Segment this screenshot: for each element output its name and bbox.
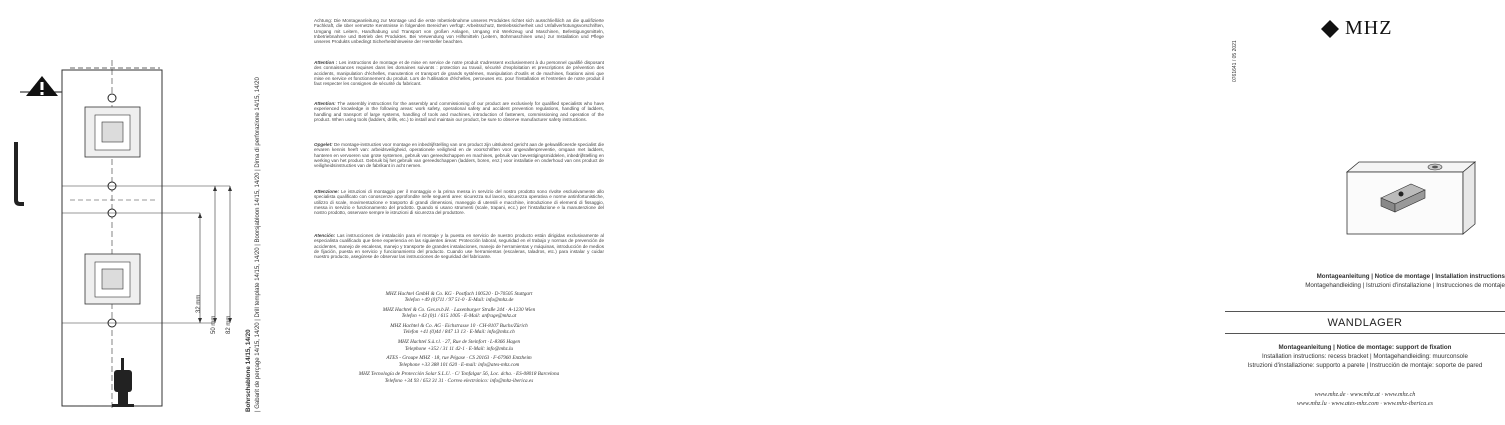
- warning-de: Achtung: Die Montageanleitung zur Montage und die erste Inbetriebnahme unseres Produktes richtet sich ausschließlich an die qualifizierte Fachkraft, die über vernetzte Kenntnisse in folgenden Bereichen verfügt: Arbeitsschutz, Betriebssicherheit und Unfallverhütungsvorschriften, Umgang mit Leitern, Handhabung und Transport von großen Anlagen, Umgang mit Werkzeug und Maschinen, Befestigungsmitteln, Inbetriebnahme und Betrieb des Produktes. Bei Verwendung von Hilfsmitteln (Leitern, Bohrmaschinen usw.) zur Installation und Pflege unseres Produkts unbedingt Sicherheitshinweise der Hersteller beachten.: [314, 18, 604, 45]
- cover-panel: [610, 0, 1505, 425]
- contact-lu: MHZ Hachtel S.à.r.l. · 27, Rue de Steinfort · L-8366 Hagen Telephone +352 / 31 11 42-1 · E-Mail: info@mhz.lu: [397, 339, 521, 352]
- wall-bracket-illustration: [1325, 150, 1485, 240]
- drill-icon: [112, 358, 134, 407]
- drill-template-panel: [0, 0, 300, 425]
- warning-it: Attenzione: Le istruzioni di montaggio per il montaggio e la prima messa in servizio del nostro prodotto sono rivolte esclusivamente allo specialista qualificato con conoscenze approfondite nelle seguenti aree: sicurezza sul lavoro, sicurezza operativa e norme antinfortunistiche, utilizzo di scale, movimentazione e trasporto di grandi dimensioni, maneggio di utensili e macchine, introduzione di elementi di fissaggio, messa in servizio e funzionamento del prodotto. Quando si usano strumenti (scale, trapani, ecc.) per l'installazione e la manutenzione del nostro prodotto, osservare sempre le istruzioni di sicurezza del produttore.: [314, 189, 604, 216]
- divider-bottom: [1225, 333, 1505, 334]
- contact-list: [314, 291, 604, 388]
- logo-text: MHZ: [1345, 17, 1393, 39]
- website-links: [1225, 390, 1505, 408]
- dimension-50mm: 50 mm: [211, 315, 217, 334]
- contact-fr: ATES - Groupe MHZ · 18, rue Pégase · CS 20163 · F-67960 Entzheim Telephone +33 388 101 620 · E-mail: info@ates-mhz.com: [386, 355, 532, 368]
- allen-key-icon: [14, 142, 24, 206]
- contact-es: MHZ Tecnología de Protección Solar S.L.U. · C/ Tonfalgar 56, Loc. dcha. · ES-08018 Barcelona Telefono +34 93 / 653 31 31 · Correo electrónico: info@mhz-iberica.es: [358, 371, 560, 384]
- warning-nl: Opgelet: De montage-instructies voor montage en inbedrijfstelling van ons product zijn uitsluitend gericht aan de gekwalificeerde specialist die ervaren kennis heeft van: arbeidsveiligheid, operationele veiligheid en de voorschriften voor ongevallenpreventie, omgaan met ladders, hanteren en vervoeren van grote systemen, gebruik van gereedschappen en machines, gebruik van bevestigingsmiddelen, inbedrijfstelling en werking van het product. Gebruik bij het gebruik van gereedschappen (ladders, boren, enz.) voor installatie en onderhoud van ons product de veiligheidsinstructies van de fabrikant in acht nemen.: [314, 142, 604, 169]
- mhz-logo: [1321, 17, 1392, 40]
- contact-at: MHZ Hachtel & Co. Ges.m.b.H. · Laxenburger Straße 244 · A-1230 Wien Telefon +43 (0)1 / 615 1005 · E-Mail: anfrage@mhz.at: [382, 307, 536, 320]
- dimension-82mm: 82 mm: [226, 315, 232, 334]
- contact-de: MHZ Hachtel GmbH & Co. KG · Postfach 100520 · D-70505 Stuttgart Telefon +49 (0)711 / 97 51-0 · E-Mail: info@mhz.de: [385, 291, 533, 304]
- warning-en: Attention: The assembly instructions for the assembly and commissioning of our product are exclusively for qualified specialists who have experienced knowledge in the following areas: work safety, operational safety and accident prevention regulations, handling of ladders, handling and transport of large systems, handling of tools and machines, introduction of fasteners, commissioning and operation of the product. When using tools (ladders, drills, etc.) to install and maintain our product, be sure to observe manufacturer safety instructions.: [314, 101, 604, 122]
- contact-ch: MHZ Hachtel & Co. AG · Eichstrasse 10 · CH-8107 Buchs/Zürich Telefon +41 (0)44 / 847 13 13 · E-Mail: info@mhz.ch: [390, 323, 528, 336]
- warning-es: Atención: Las instrucciones de instalación para el montaje y la puesta en servicio de nuestro producto están dirigidas exclusivamente al especialista cualificado que tiene experiencia en las siguientes áreas: Protección laboral, seguridad en el trabajo y normas de prevención de accidentes, manejo de escaleras, manejo y transporte de grandes instalaciones, manejo de herramientas y máquinas, introducción de medios de fijación, puesta en servicio y funcionamiento del producto. Cuando use herramientas (escaleras, taladros, etc.) para instalar y cuidar nuestro producto, asegúrese de observar las instrucciones de seguridad del fabricante.: [314, 233, 604, 260]
- caption-line1: Montageanleitung | Notice de montage | Installation instructions: [1316, 273, 1505, 280]
- diamond-icon: [1321, 20, 1339, 38]
- document-number: 0761641 / 05 2021: [1232, 40, 1238, 82]
- website-link-row-2[interactable]: www.mhz.lu · www.ates-mhz.com · www.mhz-iberica.es: [1296, 400, 1434, 407]
- page-title: WANDLAGER: [1327, 317, 1403, 329]
- warning-sign-icon: [20, 76, 62, 96]
- instructions-panel: [300, 0, 610, 425]
- caption-line2: Montagehandleiding | Istruzioni d'installazione | Instrucciones de montaje: [1305, 282, 1505, 289]
- drill-template-multilang: | Gabarit de perçage 14/15, 14/20 | Drill template 14/15, 14/20 | Boorsjabloon 14/15, 14/20 | Dima di perforazione 14/15, 14/20: [255, 77, 261, 412]
- website-link-row-1[interactable]: www.mhz.de · www.mhz.at · www.mhz.ch: [1314, 391, 1416, 398]
- warning-fr: Attention : Les instructions de montage et de mise en service de notre produit s'adressent exclusivement à du personnel qualifié disposant des connaissances requises dans les domaines suivants : protection au travail, sécurité d'exploitation et prescriptions de prévention des accidents, manipulation d'échelles, manutention et transport de grands systèmes, manipulation d'outils et de machines, fixations ainsi que mise en service et fonctionnement du produit. Lors de l'utilisation d'échelles, perceuses etc. pour l'installation et l'entretien de notre produit il faut respecter les consignes de sécurité du fabricant.: [314, 60, 605, 87]
- drill-template-label: Bohrschablone 14/15, 14/20: [245, 329, 252, 412]
- divider-top: [1225, 311, 1505, 312]
- dimension-32mm: 32 mm: [196, 294, 202, 313]
- product-description: Montageanleitung | Notice de montage: support de fixation Installation instructions: recess bracket | Montagehandleiding: muurconsole Istruzioni d'installazione: supporto a parete | Instrucción de montaje: soporte de pared: [1247, 344, 1483, 369]
- dimension-lines: [198, 186, 232, 323]
